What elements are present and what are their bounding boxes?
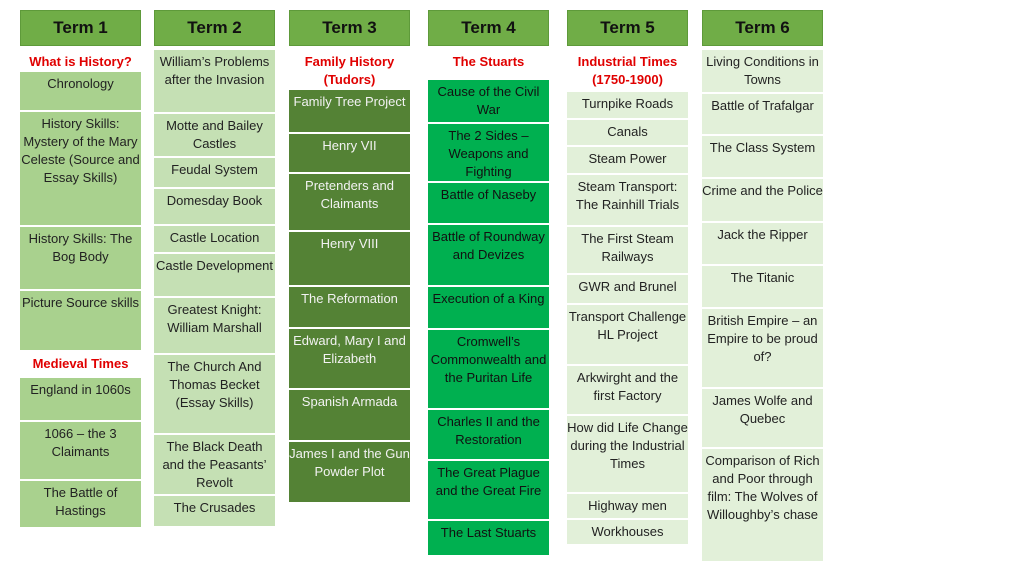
topic-item: Cause of the Civil War — [428, 80, 549, 124]
topic-item: Castle Location — [154, 226, 275, 254]
topic-item: The Church And Thomas Becket (Essay Skills) — [154, 355, 275, 435]
topic-item: The 2 Sides – Weapons and Fighting — [428, 124, 549, 183]
topic-item: Greatest Knight: William Marshall — [154, 298, 275, 355]
term-header: Term 6 — [702, 10, 823, 46]
term-header: Term 1 — [20, 10, 141, 46]
topic-item: Picture Source skills — [20, 291, 141, 352]
topic-item: Steam Transport: The Rainhill Trials — [567, 175, 688, 227]
column-term-6 — [702, 10, 823, 563]
term-topic-list — [154, 50, 275, 528]
topic-item: Battle of Trafalgar — [702, 94, 823, 136]
topic-item: Turnpike Roads — [567, 92, 688, 120]
section-heading: What is History? — [20, 50, 141, 72]
topic-item: Family Tree Project — [289, 90, 410, 134]
topic-item: The First Steam Railways — [567, 227, 688, 275]
term-header: Term 2 — [154, 10, 275, 46]
term-topic-list — [567, 50, 688, 546]
topic-item: Transport Challenge HL Project — [567, 305, 688, 366]
topic-item: Charles II and the Restoration — [428, 410, 549, 461]
term-header: Term 5 — [567, 10, 688, 46]
topic-item: The Titanic — [702, 266, 823, 309]
topic-item: Workhouses — [567, 520, 688, 546]
topic-item: Canals — [567, 120, 688, 147]
term-header: Term 3 — [289, 10, 410, 46]
topic-item: The Great Plague and the Great Fire — [428, 461, 549, 521]
topic-item: Domesday Book — [154, 189, 275, 226]
column-term-4 — [428, 10, 549, 557]
topic-item: Pretenders and Claimants — [289, 174, 410, 232]
topic-item: Crime and the Police — [702, 179, 823, 223]
column-term-3 — [289, 10, 410, 504]
section-heading: The Stuarts — [428, 50, 549, 80]
topic-item: Comparison of Rich and Poor through film: The Wolves of Willoughby’s chase — [702, 449, 823, 563]
topic-item: Battle of Naseby — [428, 183, 549, 225]
topic-item: Execution of a King — [428, 287, 549, 330]
topic-item: Jack the Ripper — [702, 223, 823, 266]
term-topic-list — [428, 50, 549, 557]
topic-item: Arkwirght and the first Factory — [567, 366, 688, 416]
topic-item: How did Life Change during the Industrial Times — [567, 416, 688, 494]
topic-item: 1066 – the 3 Claimants — [20, 422, 141, 481]
topic-item: Cromwell’s Commonwealth and the Puritan Life — [428, 330, 549, 410]
column-term-1 — [20, 10, 141, 529]
topic-item: James Wolfe and Quebec — [702, 389, 823, 449]
term-topic-list — [702, 50, 823, 563]
topic-item: Chronology — [20, 72, 141, 112]
topic-item: GWR and Brunel — [567, 275, 688, 305]
term-topic-list — [20, 50, 141, 529]
topic-item: Highway men — [567, 494, 688, 520]
column-term-5 — [567, 10, 688, 546]
topic-item: History Skills: Mystery of the Mary Celeste (Source and Essay Skills) — [20, 112, 141, 227]
column-term-2 — [154, 10, 275, 528]
topic-item: The Crusades — [154, 496, 275, 528]
term-topic-list — [289, 50, 410, 504]
topic-item: Feudal System — [154, 158, 275, 189]
topic-item: The Class System — [702, 136, 823, 179]
topic-item: Edward, Mary I and Elizabeth — [289, 329, 410, 390]
topic-item: Motte and Bailey Castles — [154, 114, 275, 158]
topic-item: Battle of Roundway and Devizes — [428, 225, 549, 287]
section-heading: Family History (Tudors) — [289, 50, 410, 90]
topic-item: Steam Power — [567, 147, 688, 175]
section-heading: Medieval Times — [20, 352, 141, 378]
topic-item: The Last Stuarts — [428, 521, 549, 557]
topic-item: Henry VIII — [289, 232, 410, 287]
topic-item: Castle Development — [154, 254, 275, 298]
topic-item: The Black Death and the Peasants’ Revolt — [154, 435, 275, 496]
topic-item: British Empire – an Empire to be proud of? — [702, 309, 823, 389]
section-heading: Industrial Times (1750-1900) — [567, 50, 688, 92]
topic-item: Spanish Armada — [289, 390, 410, 442]
topic-item: England in 1060s — [20, 378, 141, 422]
topic-item: Living Conditions in Towns — [702, 50, 823, 94]
term-header: Term 4 — [428, 10, 549, 46]
topic-item: Henry VII — [289, 134, 410, 174]
topic-item: James I and the Gun Powder Plot — [289, 442, 410, 504]
topic-item: The Reformation — [289, 287, 410, 329]
topic-item: History Skills: The Bog Body — [20, 227, 141, 291]
topic-item: The Battle of Hastings — [20, 481, 141, 529]
topic-item: William’s Problems after the Invasion — [154, 50, 275, 114]
